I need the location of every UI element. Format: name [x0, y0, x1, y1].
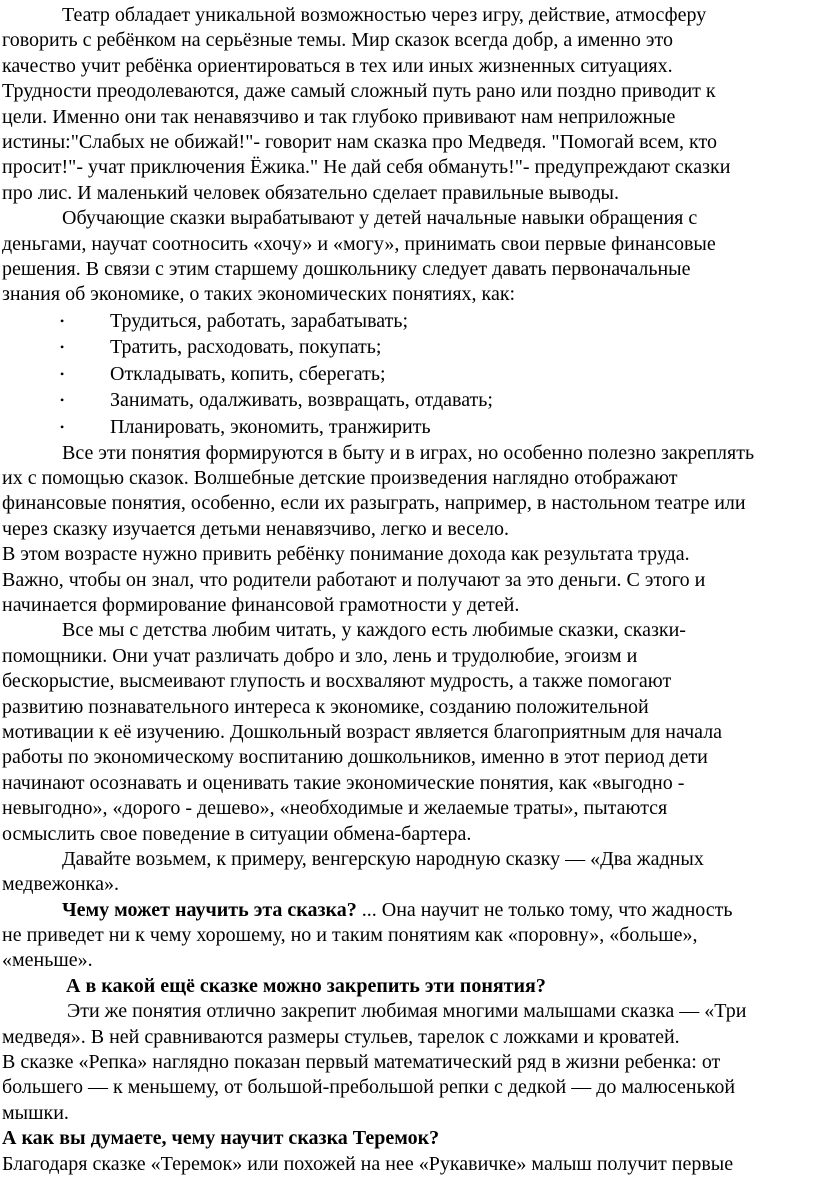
text-line: их с помощью сказок. Волшебные детские произведения наглядно отображают [2, 467, 678, 490]
text-line: качество учит ребёнка ориентироваться в тех или иных жизненных ситуациях. [2, 54, 673, 77]
text-line: мотивации к её изучению. Дошкольный возраст является благоприятным для начала [2, 720, 723, 743]
text-line: Все эти понятия формируются в быту и в играх, но особенно полезно закреплять [62, 441, 755, 464]
text-line: знания об экономике, о таких экономических понятиях, как: [2, 283, 516, 306]
list-item-text: Занимать, одалживать, возвращать, отдавать; [110, 389, 493, 412]
text-line: Эти же понятия отлично закрепит любимая многими малышами сказка — «Три [67, 1000, 747, 1023]
text-line: просит!"- учат приключения Ёжика." Не дай себя обмануть!"- предупреждают сказки [2, 156, 731, 179]
text-line [2, 898, 816, 923]
document-body [2, 3, 816, 1177]
list-item-text: Откладывать, копить, сберегать; [110, 362, 386, 385]
paragraph-repka [2, 1050, 816, 1126]
paragraph-example [2, 847, 816, 898]
list-item-text: Планировать, экономить, транжирить [110, 416, 431, 439]
text-line: работы по экономическому воспитанию дошкольников, именно в этот период дети [2, 746, 708, 769]
text-line: Все мы с детства любим читать, у каждого есть любимые сказки, сказки- [62, 619, 686, 642]
text-line: цели. Именно они так ненавязчиво и так глубоко прививают нам неприложные [2, 105, 676, 128]
paragraph-reading [2, 618, 816, 847]
list-item [2, 334, 816, 361]
paragraph-learning-tales [2, 206, 816, 308]
bullet-list [2, 308, 816, 441]
paragraph-income [2, 542, 816, 618]
text-line: помощники. Они учат различать добро и зло, лень и трудолюбие, эгоизм и [2, 644, 638, 667]
text-line: начинают осознавать и оценивать такие экономические понятия, как «выгодно - [2, 771, 685, 794]
text-line: Трудности преодолеваются, даже самый сложный путь рано или поздно приводит к [2, 80, 716, 103]
text-line: Обучающие сказки вырабатывают у детей начальные навыки обращения с [62, 207, 698, 230]
text-line: В этом возрасте нужно привить ребёнку понимание дохода как результата труда. [2, 543, 690, 566]
list-item [2, 387, 816, 414]
text-line: говорить с ребёнком на серьёзные темы. Мир сказок всегда добр, а именно это [2, 29, 673, 52]
paragraph-teremok [2, 1152, 816, 1177]
paragraph-concepts [2, 441, 816, 543]
text-line: истины:"Слабых не обижай!"- говорит нам сказка про Медведя. "Помогай всем, кто [2, 130, 717, 153]
paragraph-three-bears [2, 999, 816, 1050]
text-line: медвежонка». [2, 873, 119, 896]
text-line: Благодаря сказке «Теремок» или похожей на нее «Рукавичке» малыш получит первые [2, 1152, 734, 1175]
text-line: про лис. И маленький человек обязательно сделает правильные выводы. [2, 181, 619, 204]
text-line: начинается формирование финансовой грамотности у детей. [2, 594, 520, 616]
bullet-icon: • [60, 313, 65, 328]
text-line: развитию познавательного интереса к экономике, созданию положительной [2, 695, 649, 718]
list-item [2, 414, 816, 441]
text-line: бескорыстие, высмеивают глупость и восхваляют мудрость, а также помогают [2, 670, 672, 693]
text-line: В сказке «Репка» наглядно показан первый математический ряд в жизни ребенка: от [2, 1051, 721, 1074]
text-line: не приведет ни к чему хорошему, но и таким понятиям как «поровну», «больше», [2, 924, 698, 947]
text-line: невыгодно», «дорого - дешево», «необходимые и желаемые траты», пытаются [2, 797, 668, 820]
text-line: через сказку изучается детьми ненавязчиво, легко и весело. [2, 517, 510, 540]
list-item [2, 308, 816, 335]
bold-question: Чему может научить эта сказка? [62, 898, 357, 921]
text-line: Важно, чтобы он знал, что родители работают и получают за это деньги. С этого и [2, 568, 706, 591]
section-heading: А как вы думаете, чему научит сказка Теремок? [2, 1127, 440, 1150]
bullet-icon: • [60, 340, 65, 355]
paragraph-what-teaches [2, 898, 816, 974]
text-line: деньгами, научат соотносить «хочу» и «могу», принимать свои первые финансовые [2, 232, 716, 255]
text-run: ... Она научит не только тому, что жадность [356, 898, 733, 921]
text-line: мышки. [2, 1101, 69, 1124]
text-line: финансовые понятия, особенно, если их разыграть, например, в настольном театре или [2, 492, 746, 515]
list-item-text: Тратить, расходовать, покупать; [110, 336, 382, 359]
text-line: медведя». В ней сравниваются размеры стульев, тарелок с ложками и кроватей. [2, 1025, 680, 1048]
paragraph-theatre [2, 3, 816, 206]
bullet-icon: • [60, 366, 65, 381]
bullet-icon: • [60, 393, 65, 408]
text-line: большего — к меньшему, от большой-пребольшой репки с дедкой — до малюсенькой [2, 1076, 736, 1099]
text-line: решения. В связи с этим старшему дошкольнику следует давать первоначальные [2, 257, 691, 280]
list-item [2, 361, 816, 388]
section-heading: А в какой ещё сказке можно закрепить эти понятия? [66, 974, 546, 997]
text-line: «меньше». [2, 949, 93, 972]
text-line: Театр обладает уникальной возможностью через игру, действие, атмосферу [62, 4, 707, 26]
text-line: осмыслить свое поведение в ситуации обмена-бартера. [2, 822, 472, 845]
text-line: Давайте возьмем, к примеру, венгерскую народную сказку — «Два жадных [62, 847, 704, 870]
bullet-icon: • [60, 420, 65, 435]
list-item-text: Трудиться, работать, зарабатывать; [110, 309, 409, 332]
